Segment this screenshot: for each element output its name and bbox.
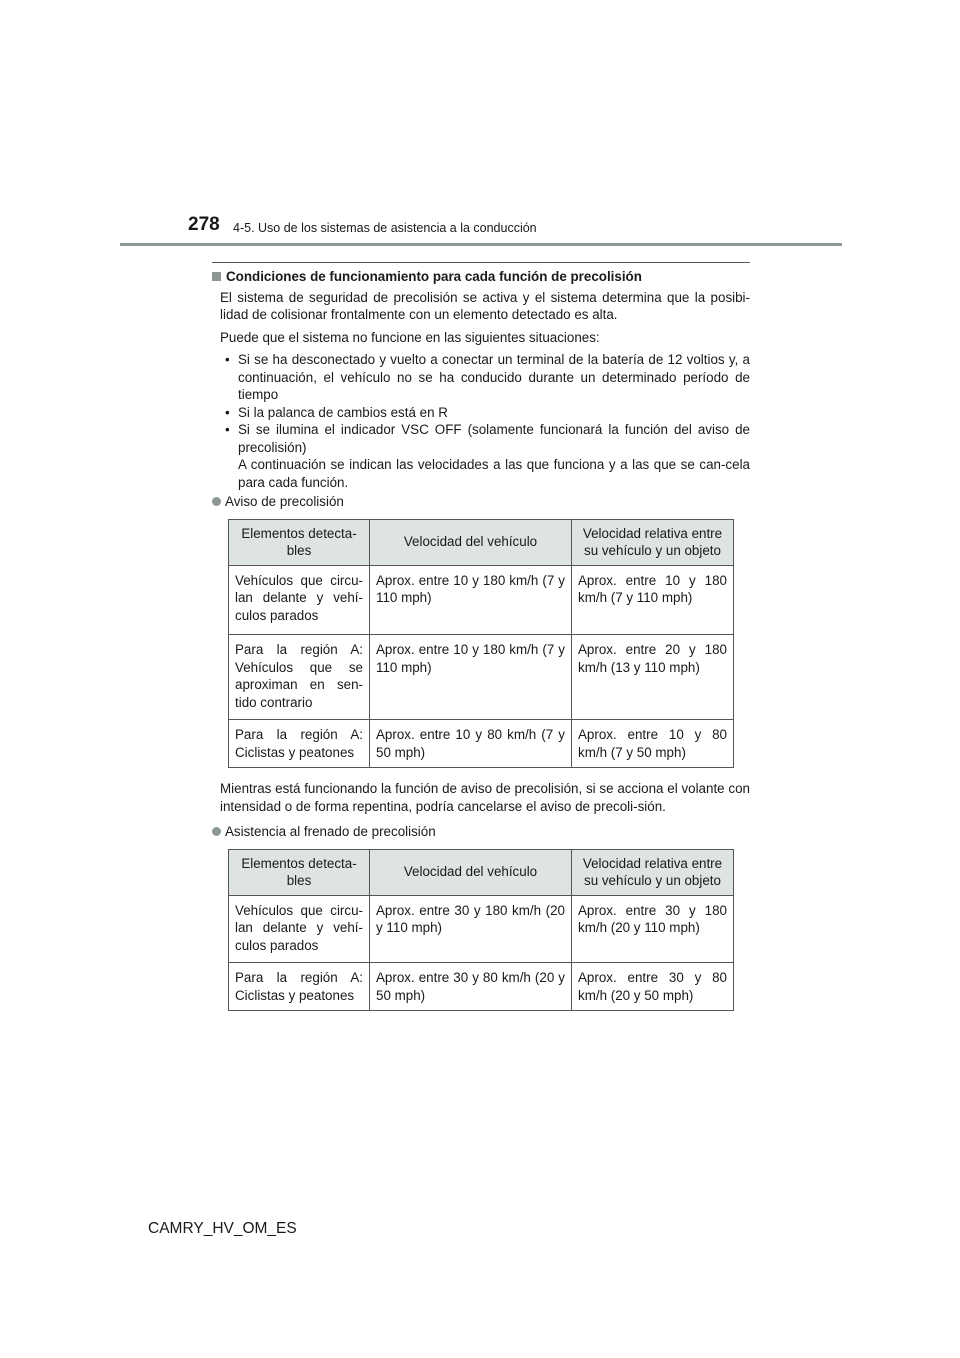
list-item xyxy=(220,351,750,404)
warning-heading xyxy=(212,493,750,511)
table-cell: Para la región A: Ciclistas y peatones xyxy=(229,720,370,768)
warning-note: Mientras está funcionando la función de aviso de precolisión, si se acciona el volante con intensidad o de forma repentina, podría cancelarse el aviso de precoli-sión. xyxy=(220,781,750,814)
table-header-row xyxy=(229,849,734,895)
list-item xyxy=(220,404,750,422)
list-item-text: Si se ha desconectado y vuelto a conectar un terminal de la batería de 12 voltios y, a continuación, el vehículo no se ha conducido durante un determinado período de tiempo xyxy=(238,352,750,402)
circle-bullet-icon xyxy=(212,827,221,836)
table-cell: Aprox. entre 10 y 180 km/h (7 y 110 mph) xyxy=(370,635,572,720)
list-item xyxy=(220,421,750,491)
brake-assist-table xyxy=(228,849,734,1012)
bullet-dot-icon: • xyxy=(225,352,230,367)
table-cell: Para la región A: Ciclistas y peatones xyxy=(229,963,370,1011)
table-cell: Aprox. entre 10 y 180 km/h (7 y 110 mph) xyxy=(572,565,734,635)
table-row xyxy=(229,635,734,720)
bullet-note: A continuación se indican las velocidades a las que funciona y a las que se can-cela para cada función. xyxy=(238,457,750,490)
table-cell: Aprox. entre 30 y 80 km/h (20 y 50 mph) xyxy=(572,963,734,1011)
circle-bullet-icon xyxy=(212,497,221,506)
section-heading-text: Condiciones de funcionamiento para cada función de precolisión xyxy=(226,269,642,284)
situations-intro: Puede que el sistema no funcione en las siguientes situaciones: xyxy=(220,329,600,345)
brake-assist-heading-text: Asistencia al frenado de precolisión xyxy=(225,824,436,839)
footer-code: CAMRY_HV_OM_ES xyxy=(148,1220,297,1237)
table-cell: Aprox. entre 30 y 180 km/h (20 y 110 mph) xyxy=(572,895,734,963)
table-row xyxy=(229,720,734,768)
table-cell: Aprox. entre 30 y 180 km/h (20 y 110 mph) xyxy=(370,895,572,963)
table-row xyxy=(229,963,734,1011)
main-content xyxy=(212,266,750,1011)
table-cell: Aprox. entre 30 y 80 km/h (20 y 50 mph) xyxy=(370,963,572,1011)
list-item-text: Si se ilumina el indicador VSC OFF (solamente funcionará la función del aviso de precolisión) xyxy=(238,422,750,455)
brake-assist-heading xyxy=(212,823,750,841)
table-cell: Aprox. entre 10 y 80 km/h (7 y 50 mph) xyxy=(370,720,572,768)
square-bullet-icon xyxy=(212,272,221,281)
table-cell: Aprox. entre 10 y 80 km/h (7 y 50 mph) xyxy=(572,720,734,768)
table-cell: Para la región A: Vehículos que se aproximan en sen-tido contrario xyxy=(229,635,370,720)
page-number: 278 xyxy=(188,214,220,235)
list-item-text: Si la palanca de cambios está en R xyxy=(238,404,448,420)
situations-list xyxy=(220,351,750,491)
table-cell: Aprox. entre 10 y 180 km/h (7 y 110 mph) xyxy=(370,565,572,635)
column-header: Elementos detecta-bles xyxy=(229,849,370,895)
chapter-title: 4-5. Uso de los sistemas de asistencia a la conducción xyxy=(233,221,537,235)
column-header: Velocidad del vehículo xyxy=(370,519,572,565)
table-cell: Vehículos que circu-lan delante y vehí-culos parados xyxy=(229,565,370,635)
bullet-dot-icon: • xyxy=(225,404,230,420)
table-row xyxy=(229,565,734,635)
section-rule xyxy=(212,262,750,263)
table-row xyxy=(229,895,734,963)
table-header-row xyxy=(229,519,734,565)
table-cell: Vehículos que circu-lan delante y vehí-culos parados xyxy=(229,895,370,963)
warning-table xyxy=(228,519,734,769)
header-rule xyxy=(120,243,842,246)
bullet-dot-icon: • xyxy=(225,422,230,437)
table-cell: Aprox. entre 20 y 180 km/h (13 y 110 mph) xyxy=(572,635,734,720)
column-header: Velocidad relativa entre su vehículo y un objeto xyxy=(572,519,734,565)
section-intro: El sistema de seguridad de precolisión se activa y el sistema determina que la posibi-lidad de colisionar frontalmente con un elemento detectado es alta. xyxy=(220,289,750,322)
column-header: Elementos detecta-bles xyxy=(229,519,370,565)
column-header: Velocidad del vehículo xyxy=(370,849,572,895)
warning-heading-text: Aviso de precolisión xyxy=(225,494,344,509)
section-heading xyxy=(212,268,750,286)
column-header: Velocidad relativa entre su vehículo y un objeto xyxy=(572,849,734,895)
